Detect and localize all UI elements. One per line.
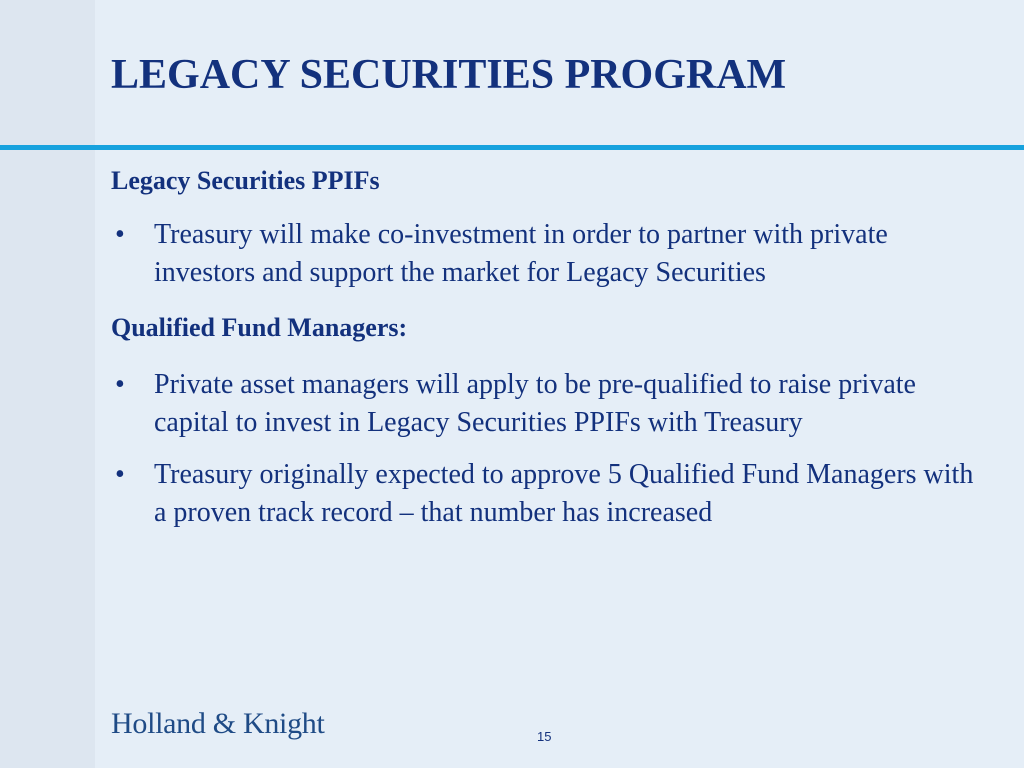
bullet-text: Treasury originally expected to approve 5 Qualified Fund Managers with a proven track record – that number has increased	[154, 459, 974, 528]
bullet-text: Treasury will make co-investment in order to partner with private investors and support the market for Legacy Securities	[154, 218, 888, 288]
page-number: 15	[537, 729, 552, 744]
title-divider	[0, 145, 1024, 150]
bullet-item	[111, 216, 991, 292]
slide-content	[111, 165, 991, 546]
bullet-symbol: •	[115, 459, 125, 490]
bullet-text: Private asset managers will apply to be pre-qualified to raise private capital to invest in Legacy Securities PPIFs with Treasury	[154, 369, 916, 438]
bullet-item	[111, 456, 991, 532]
bullet-symbol: •	[115, 369, 125, 400]
bullet-item	[111, 366, 991, 442]
section-heading-legacy-securities-ppifs: Legacy Securities PPIFs	[111, 166, 380, 195]
holland-knight-logo: Holland & Knight	[111, 707, 325, 740]
left-accent-band	[0, 0, 95, 768]
bullet-symbol: •	[115, 218, 125, 250]
section-heading-qualified-fund-managers: Qualified Fund Managers:	[111, 312, 408, 342]
slide-title: LEGACY SECURITIES PROGRAM	[111, 52, 787, 98]
